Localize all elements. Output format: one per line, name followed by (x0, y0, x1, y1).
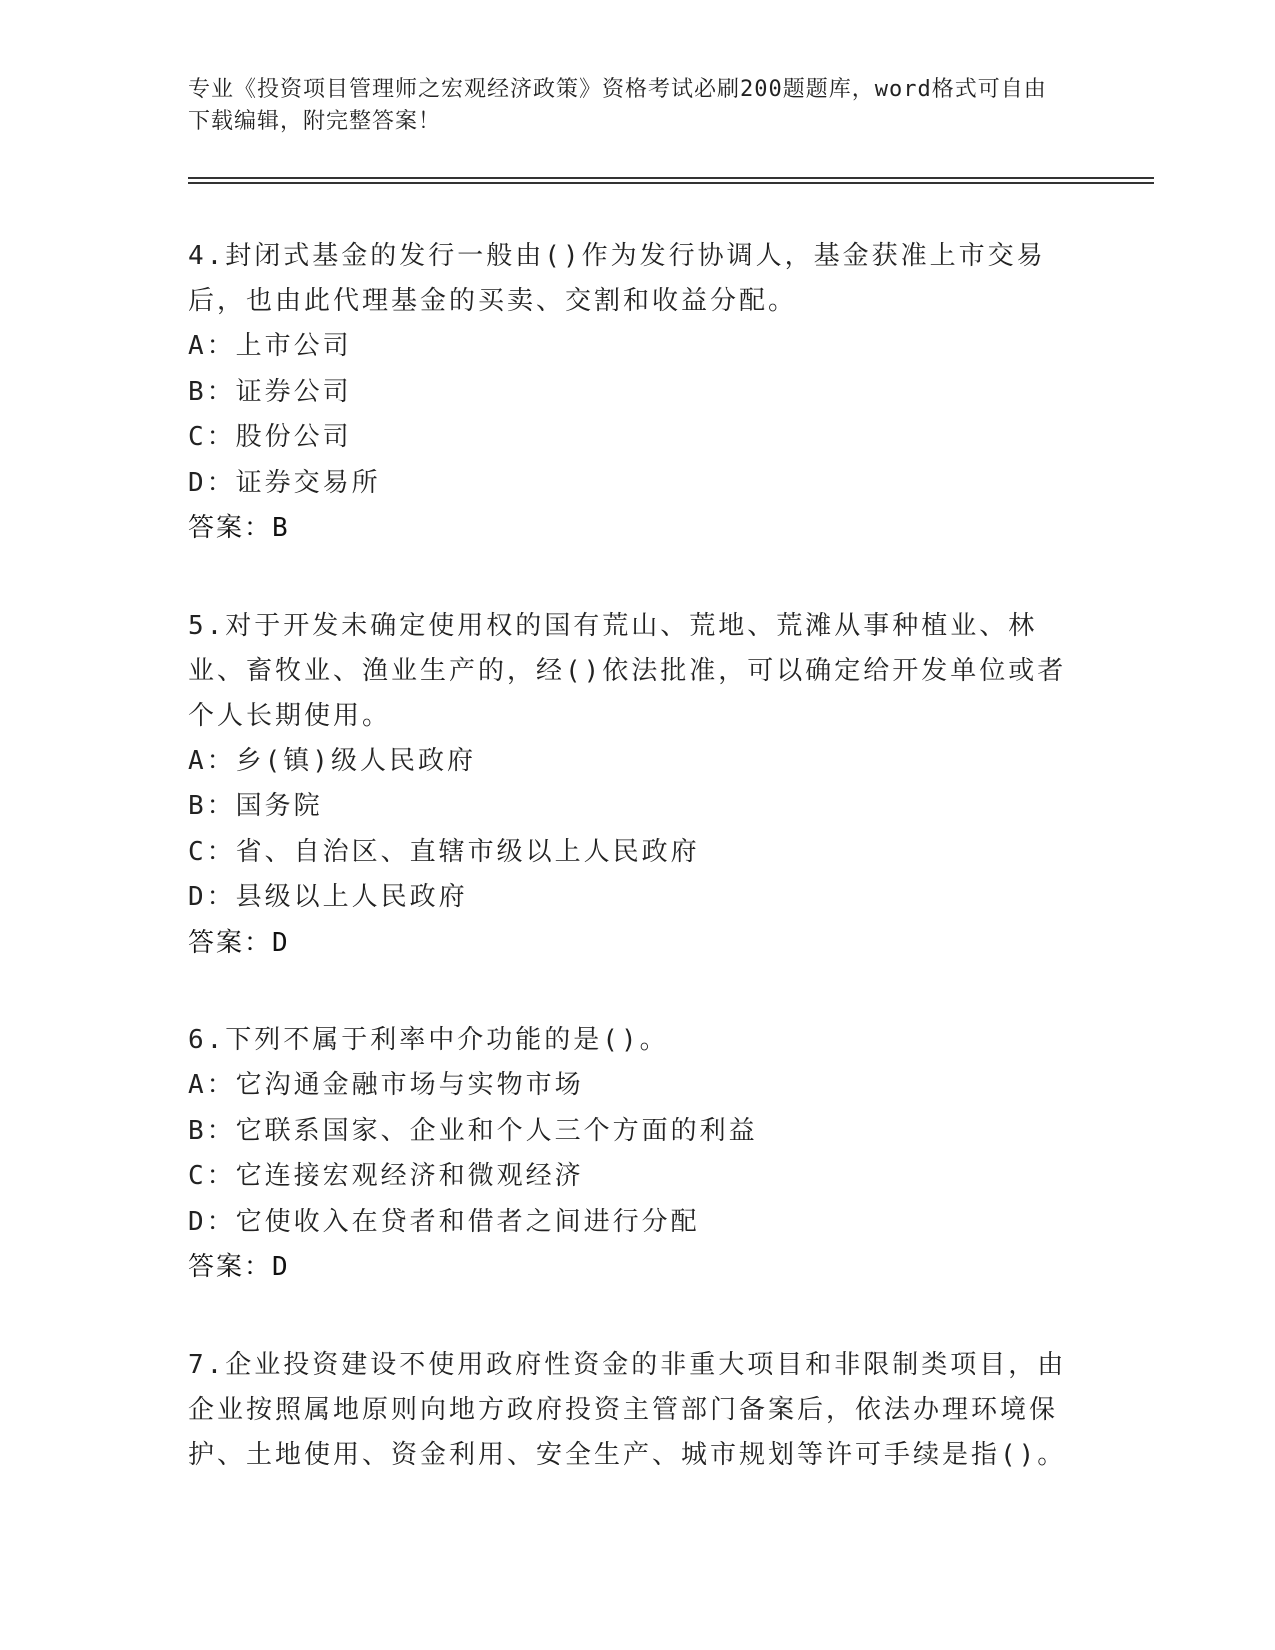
answer-line: 答案：B (188, 513, 290, 543)
option-d: D：它使收入在贷者和借者之间进行分配 (188, 1206, 700, 1237)
option-c: C：省、自治区、直辖市级以上人民政府 (188, 836, 700, 867)
option-b: B：证券公司 (188, 376, 352, 407)
option-a: A：乡(镇)级人民政府 (188, 745, 476, 776)
document-header: 专业《投资项目管理师之宏观经济政策》资格考试必刷200题题库，word格式可自由下载编辑，附完整答案！ (188, 77, 1047, 134)
question-stem: 4.封闭式基金的发行一般由()作为发行协调人，基金获准上市交易后，也由此代理基金的买卖、交割和收益分配。 (188, 241, 1046, 316)
question-stem: 5.对于开发未确定使用权的国有荒山、荒地、荒滩从事种植业、林业、畜牧业、渔业生产的，经()依法批准，可以确定给开发单位或者个人长期使用。 (188, 610, 1067, 731)
option-c: C：它连接宏观经济和微观经济 (188, 1161, 584, 1191)
option-d: D：证券交易所 (188, 467, 381, 498)
option-d: D：县级以上人民政府 (188, 882, 468, 912)
option-a: A：上市公司 (188, 331, 352, 361)
answer-line: 答案：D (188, 927, 290, 958)
answer-line: 答案：D (188, 1252, 290, 1282)
option-a: A：它沟通金融市场与实物市场 (188, 1070, 584, 1100)
header-divider-bottom (188, 182, 1154, 184)
question-list (188, 234, 1068, 1530)
option-b: B：国务院 (188, 791, 323, 821)
header-divider-top (188, 177, 1154, 179)
option-b: B：它联系国家、企业和个人三个方面的利益 (188, 1115, 758, 1146)
question-stem: 6.下列不属于利率中介功能的是()。 (188, 1025, 669, 1055)
question-5 (188, 604, 1068, 967)
option-c: C：股份公司 (188, 422, 352, 452)
question-6 (188, 1018, 1068, 1291)
question-7 (188, 1343, 1068, 1478)
question-4 (188, 234, 1068, 552)
question-stem: 7.企业投资建设不使用政府性资金的非重大项目和非限制类项目，由企业按照属地原则向地方政府投资主管部门备案后，依法办理环境保护、土地使用、资金利用、安全生产、城市规划等许可手续是指()。 (188, 1349, 1067, 1470)
